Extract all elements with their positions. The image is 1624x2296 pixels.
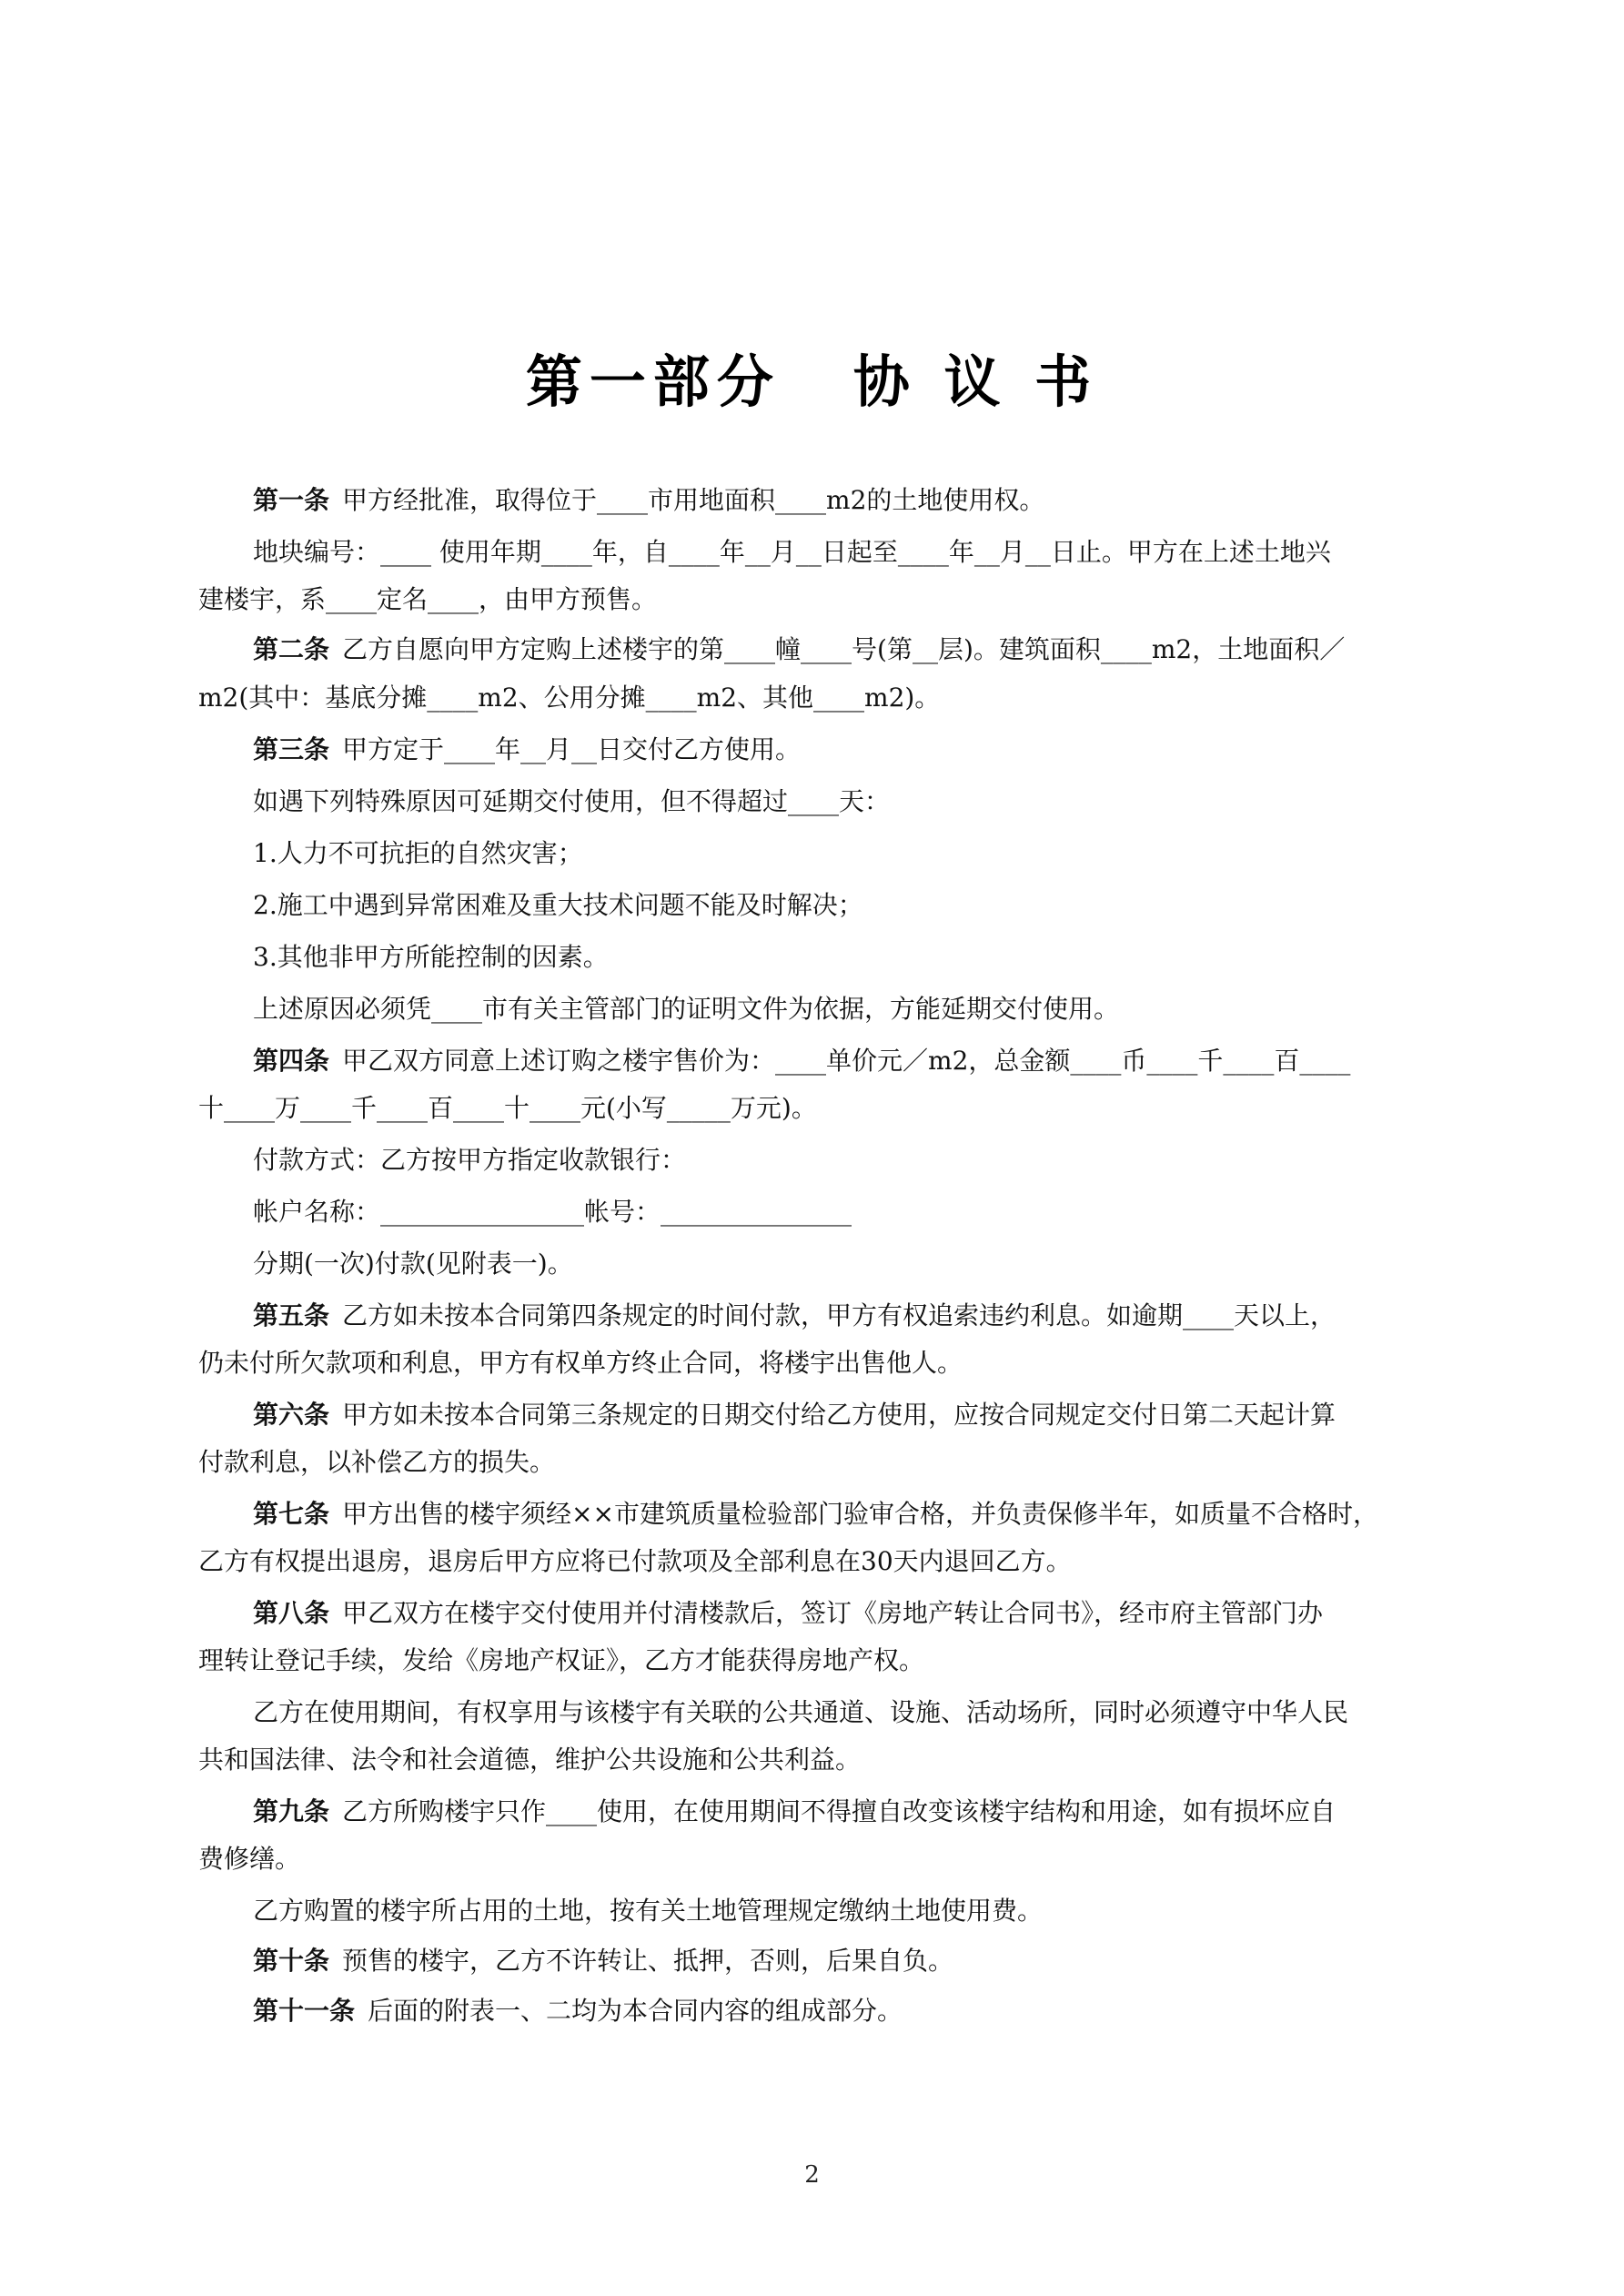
clause-label: 第二条 <box>253 634 330 664</box>
clause-line: 第三条 甲方定于____年__月__日交付乙方使用。 <box>253 734 802 764</box>
clause-line: 第一条 甲方经批准，取得位于____市用地面积____m2的土地使用权。 <box>253 485 1045 515</box>
clause-label: 第一条 <box>253 485 330 515</box>
clause-label: 第十一条 <box>253 1996 356 2026</box>
clause-line: 第七条 甲方出售的楼宇须经××市建筑质量检验部门验审合格，并负责保修半年，如质量不合格时， <box>253 1499 1378 1529</box>
page-number: 2 <box>804 2161 820 2189</box>
clause-label: 第七条 <box>253 1499 330 1529</box>
clause-line: 付款方式：乙方按甲方指定收款银行： <box>253 1145 687 1175</box>
clause-line: m2(其中：基底分摊____m2、公用分摊____m2、其他____m2)。 <box>198 683 941 713</box>
clause-line: 第八条 甲乙双方在楼宇交付使用并付清楼款后，签订《房地产转让合同书》，经市府主管部门办 <box>253 1598 1324 1628</box>
clause-line: 理转让登记手续，发给《房地产权证》，乙方才能获得房地产权。 <box>198 1645 925 1675</box>
clause-label: 第五条 <box>253 1300 330 1330</box>
clause-line: 2.施工中遇到异常困难及重大技术问题不能及时解决； <box>253 890 863 920</box>
clause-label: 第十条 <box>253 1946 330 1976</box>
clause-line: 第五条 乙方如未按本合同第四条规定的时间付款，甲方有权追索违约利息。如逾期____天以上， <box>253 1300 1337 1330</box>
clause-line: 如遇下列特殊原因可延期交付使用，但不得超过____天： <box>253 786 891 816</box>
clause-label: 第九条 <box>253 1796 330 1826</box>
clause-line: 十____万____千____百____十____元(小写_____万元)。 <box>198 1093 817 1123</box>
clause-line: 分期(一次)付款(见附表一)。 <box>253 1249 573 1279</box>
clause-line: 共和国法律、法令和社会道德，维护公共设施和公共利益。 <box>198 1745 862 1775</box>
clause-line: 乙方有权提出退房，退房后甲方应将已付款项及全部利息在30天内退回乙方。 <box>198 1546 1072 1576</box>
title-name: 协 议 书 <box>852 349 1099 415</box>
clause-line: 3.其他非甲方所能控制的因素。 <box>253 942 609 972</box>
clause-label: 第六条 <box>253 1400 330 1430</box>
clause-line: 第二条 乙方自愿向甲方定购上述楼宇的第____幢____号(第__层)。建筑面积____m2，土地面积／ <box>253 634 1346 664</box>
clause-label: 第三条 <box>253 734 330 764</box>
clause-line: 乙方在使用期间，有权享用与该楼宇有关联的公共通道、设施、活动场所，同时必须遵守中华人民 <box>253 1697 1349 1727</box>
clause-line: 第九条 乙方所购楼宇只作____使用，在使用期间不得擅自改变该楼宇结构和用途，如有损坏应自 <box>253 1796 1337 1826</box>
clause-line: 第十条 预售的楼宇，乙方不许转让、抵押，否则，后果自负。 <box>253 1946 954 1976</box>
clause-line: 费修缮。 <box>198 1844 301 1874</box>
clause-line: 仍未付所欠款项和利息，甲方有权单方终止合同，将楼宇出售他人。 <box>198 1348 963 1378</box>
clause-line: 上述原因必须凭____市有关主管部门的证明文件为依据，方能延期交付使用。 <box>253 994 1120 1024</box>
title-part: 第一部分 <box>525 349 781 415</box>
clause-line: 地块编号：____ 使用年期____年，自____年__月__日起至____年__月__日止。甲方在上述土地兴 <box>253 537 1331 567</box>
clause-line: 付款利息，以补偿乙方的损失。 <box>198 1447 556 1477</box>
clause-line: 帐户名称：________________帐号：_______________ <box>253 1197 852 1227</box>
clause-line: 第十一条 后面的附表一、二均为本合同内容的组成部分。 <box>253 1996 903 2026</box>
clause-line: 乙方购置的楼宇所占用的土地，按有关土地管理规定缴纳土地使用费。 <box>253 1896 1044 1926</box>
clause-label: 第八条 <box>253 1598 330 1628</box>
page-title <box>0 337 1624 418</box>
clause-line: 第六条 甲方如未按本合同第三条规定的日期交付给乙方使用，应按合同规定交付日第二天起计算 <box>253 1400 1337 1430</box>
clause-line: 1.人力不可抗拒的自然灾害； <box>253 838 583 868</box>
clause-line: 第四条 甲乙双方同意上述订购之楼宇售价为：____单价元／m2，总金额____币____千____百____ <box>253 1046 1351 1076</box>
clause-line: 建楼宇，系____定名____，由甲方预售。 <box>198 584 658 614</box>
clause-label: 第四条 <box>253 1046 330 1076</box>
